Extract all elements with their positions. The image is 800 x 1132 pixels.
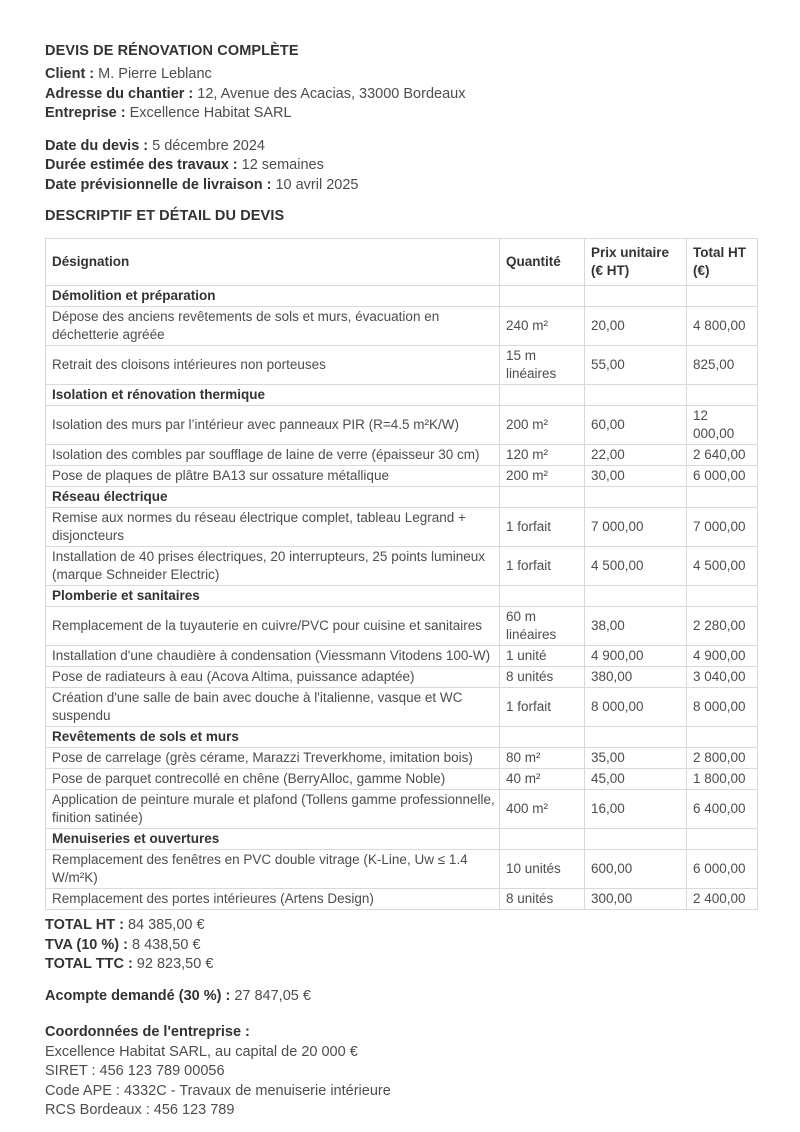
item-designation: Isolation des combles par soufflage de laine de verre (épaisseur 30 cm) <box>46 445 500 466</box>
detail-section-heading: DESCRIPTIF ET DÉTAIL DU DEVIS <box>45 208 285 224</box>
item-unit-price: 22,00 <box>585 445 687 466</box>
section-row <box>46 727 758 748</box>
total-ttc-label: TOTAL TTC : <box>45 956 133 972</box>
item-row <box>46 769 758 790</box>
item-quantity: 1 forfait <box>500 547 585 586</box>
item-quantity: 10 unités <box>500 850 585 889</box>
section-empty-cell <box>500 727 585 748</box>
item-quantity: 200 m² <box>500 466 585 487</box>
deposit-line <box>45 987 756 1007</box>
section-empty-cell <box>500 829 585 850</box>
item-row <box>46 889 758 910</box>
item-designation: Pose de plaques de plâtre BA13 sur ossature métallique <box>46 466 500 487</box>
item-unit-price: 380,00 <box>585 667 687 688</box>
item-row <box>46 466 758 487</box>
total-ht-label: TOTAL HT : <box>45 917 124 933</box>
item-designation: Pose de parquet contrecollé en chêne (BerryAlloc, gamme Noble) <box>46 769 500 790</box>
col-header-total-ht: Total HT (€) <box>687 239 758 286</box>
client-value: M. Pierre Leblanc <box>98 66 212 82</box>
section-empty-cell <box>687 727 758 748</box>
company-label: Entreprise : <box>45 105 126 121</box>
item-unit-price: 20,00 <box>585 307 687 346</box>
item-quantity: 60 m linéaires <box>500 607 585 646</box>
company-block <box>45 1023 756 1121</box>
item-total: 6 000,00 <box>687 850 758 889</box>
totals-block <box>45 916 756 975</box>
section-title: Démolition et préparation <box>46 286 500 307</box>
item-total: 2 800,00 <box>687 748 758 769</box>
section-empty-cell <box>585 385 687 406</box>
item-designation: Remplacement de la tuyauterie en cuivre/PVC pour cuisine et sanitaires <box>46 607 500 646</box>
total-ht-value: 84 385,00 € <box>127 917 205 933</box>
devis-table-body <box>46 286 758 910</box>
deposit-value: 27 847,05 € <box>234 987 311 1004</box>
item-total: 2 400,00 <box>687 889 758 910</box>
item-unit-price: 8 000,00 <box>585 688 687 727</box>
section-title: Plomberie et sanitaires <box>46 586 500 607</box>
item-row <box>46 307 758 346</box>
item-total: 4 800,00 <box>687 307 758 346</box>
company-capital-line: Excellence Habitat SARL, au capital de 20 000 € <box>45 1043 358 1060</box>
item-row <box>46 667 758 688</box>
item-quantity: 8 unités <box>500 667 585 688</box>
item-quantity: 1 unité <box>500 646 585 667</box>
item-row <box>46 346 758 385</box>
item-total: 4 900,00 <box>687 646 758 667</box>
address-value: 12, Avenue des Acacias, 33000 Bordeaux <box>197 85 466 102</box>
table-header-row <box>46 239 758 286</box>
total-ttc-value: 92 823,50 € <box>136 956 214 972</box>
item-quantity: 40 m² <box>500 769 585 790</box>
item-row <box>46 748 758 769</box>
item-unit-price: 30,00 <box>585 466 687 487</box>
company-heading: Coordonnées de l'entreprise : <box>45 1024 250 1040</box>
item-unit-price: 600,00 <box>585 850 687 889</box>
address-label: Adresse du chantier : <box>45 85 194 102</box>
item-quantity: 200 m² <box>500 406 585 445</box>
item-quantity: 1 forfait <box>500 688 585 727</box>
item-total: 6 400,00 <box>687 790 758 829</box>
item-total: 12 000,00 <box>687 406 758 445</box>
item-quantity: 15 m linéaires <box>500 346 585 385</box>
duration-value: 12 semaines <box>241 157 324 173</box>
item-total: 1 800,00 <box>687 769 758 790</box>
item-quantity: 8 unités <box>500 889 585 910</box>
col-header-designation: Désignation <box>46 239 500 286</box>
tva-line <box>45 936 756 956</box>
item-row <box>46 547 758 586</box>
col-header-prix-unitaire: Prix unitaire (€ HT) <box>585 239 687 286</box>
section-row <box>46 385 758 406</box>
col-header-quantite: Quantité <box>500 239 585 286</box>
item-unit-price: 4 900,00 <box>585 646 687 667</box>
section-row <box>46 829 758 850</box>
quote-date-value: 5 décembre 2024 <box>152 137 265 154</box>
company-ape-line: Code APE : 4332C - Travaux de menuiserie intérieure <box>45 1082 391 1099</box>
item-designation: Pose de radiateurs à eau (Acova Altima, puissance adaptée) <box>46 667 500 688</box>
total-ht-line <box>45 916 756 936</box>
item-designation: Création d'une salle de bain avec douche à l'italienne, vasque et WC suspendu <box>46 688 500 727</box>
item-designation: Dépose des anciens revêtements de sols et murs, évacuation en déchetterie agréée <box>46 307 500 346</box>
item-row <box>46 646 758 667</box>
section-empty-cell <box>585 487 687 508</box>
item-quantity: 120 m² <box>500 445 585 466</box>
item-total: 3 040,00 <box>687 667 758 688</box>
devis-table <box>45 238 758 910</box>
company-siret-line: SIRET : 456 123 789 00056 <box>45 1063 225 1079</box>
item-unit-price: 55,00 <box>585 346 687 385</box>
item-row <box>46 445 758 466</box>
item-total: 6 000,00 <box>687 466 758 487</box>
section-title: Isolation et rénovation thermique <box>46 385 500 406</box>
company-rcs-line: RCS Bordeaux : 456 123 789 <box>45 1102 235 1118</box>
tva-label: TVA (10 %) : <box>45 936 128 953</box>
delivery-date-value: 10 avril 2025 <box>275 176 359 193</box>
section-title: Réseau électrique <box>46 487 500 508</box>
item-quantity: 1 forfait <box>500 508 585 547</box>
section-empty-cell <box>585 586 687 607</box>
item-quantity: 80 m² <box>500 748 585 769</box>
item-row <box>46 688 758 727</box>
item-total: 2 640,00 <box>687 445 758 466</box>
item-unit-price: 4 500,00 <box>585 547 687 586</box>
item-unit-price: 16,00 <box>585 790 687 829</box>
section-empty-cell <box>687 586 758 607</box>
item-designation: Pose de carrelage (grès cérame, Marazzi Treverkhome, imitation bois) <box>46 748 500 769</box>
delivery-date-label: Date prévisionnelle de livraison : <box>45 176 272 193</box>
item-quantity: 240 m² <box>500 307 585 346</box>
company-value: Excellence Habitat SARL <box>129 105 292 121</box>
deposit-label: Acompte demandé (30 %) : <box>45 987 231 1004</box>
duration-label: Durée estimée des travaux : <box>45 157 238 173</box>
item-unit-price: 60,00 <box>585 406 687 445</box>
item-unit-price: 35,00 <box>585 748 687 769</box>
section-empty-cell <box>687 487 758 508</box>
item-row <box>46 508 758 547</box>
quote-date-line <box>45 137 756 157</box>
item-designation: Application de peinture murale et plafond (Tollens gamme professionnelle, finition satinée) <box>46 790 500 829</box>
tva-value: 8 438,50 € <box>131 936 201 953</box>
section-empty-cell <box>585 286 687 307</box>
item-designation: Isolation des murs par l’intérieur avec panneaux PIR (R=4.5 m²K/W) <box>46 406 500 445</box>
quote-date-label: Date du devis : <box>45 137 149 154</box>
section-row <box>46 487 758 508</box>
section-empty-cell <box>585 829 687 850</box>
item-total: 825,00 <box>687 346 758 385</box>
dates-block <box>45 137 756 196</box>
item-total: 2 280,00 <box>687 607 758 646</box>
section-empty-cell <box>687 829 758 850</box>
item-total: 4 500,00 <box>687 547 758 586</box>
item-designation: Retrait des cloisons intérieures non porteuses <box>46 346 500 385</box>
section-empty-cell <box>500 586 585 607</box>
company-line <box>45 104 756 124</box>
section-row <box>46 286 758 307</box>
client-line <box>45 65 756 85</box>
duration-line <box>45 156 756 176</box>
item-designation: Remise aux normes du réseau électrique complet, tableau Legrand + disjoncteurs <box>46 508 500 547</box>
item-unit-price: 45,00 <box>585 769 687 790</box>
item-row <box>46 406 758 445</box>
section-empty-cell <box>500 487 585 508</box>
section-row <box>46 586 758 607</box>
item-designation: Installation de 40 prises électriques, 20 interrupteurs, 25 points lumineux (marque Schneider Electric) <box>46 547 500 586</box>
item-designation: Remplacement des portes intérieures (Artens Design) <box>46 889 500 910</box>
section-empty-cell <box>585 727 687 748</box>
document-title: DEVIS DE RÉNOVATION COMPLÈTE <box>45 43 299 59</box>
item-quantity: 400 m² <box>500 790 585 829</box>
section-title: Revêtements de sols et murs <box>46 727 500 748</box>
item-row <box>46 790 758 829</box>
item-row <box>46 607 758 646</box>
item-total: 8 000,00 <box>687 688 758 727</box>
address-line <box>45 85 756 105</box>
item-unit-price: 7 000,00 <box>585 508 687 547</box>
item-designation: Installation d'une chaudière à condensation (Viessmann Vitodens 100-W) <box>46 646 500 667</box>
total-ttc-line <box>45 955 756 975</box>
delivery-date-line <box>45 176 756 196</box>
item-unit-price: 300,00 <box>585 889 687 910</box>
section-empty-cell <box>687 385 758 406</box>
item-total: 7 000,00 <box>687 508 758 547</box>
section-empty-cell <box>500 286 585 307</box>
item-designation: Remplacement des fenêtres en PVC double vitrage (K-Line, Uw ≤ 1.4 W/m²K) <box>46 850 500 889</box>
section-empty-cell <box>500 385 585 406</box>
section-empty-cell <box>687 286 758 307</box>
client-label: Client : <box>45 66 95 82</box>
section-title: Menuiseries et ouvertures <box>46 829 500 850</box>
item-row <box>46 850 758 889</box>
item-unit-price: 38,00 <box>585 607 687 646</box>
